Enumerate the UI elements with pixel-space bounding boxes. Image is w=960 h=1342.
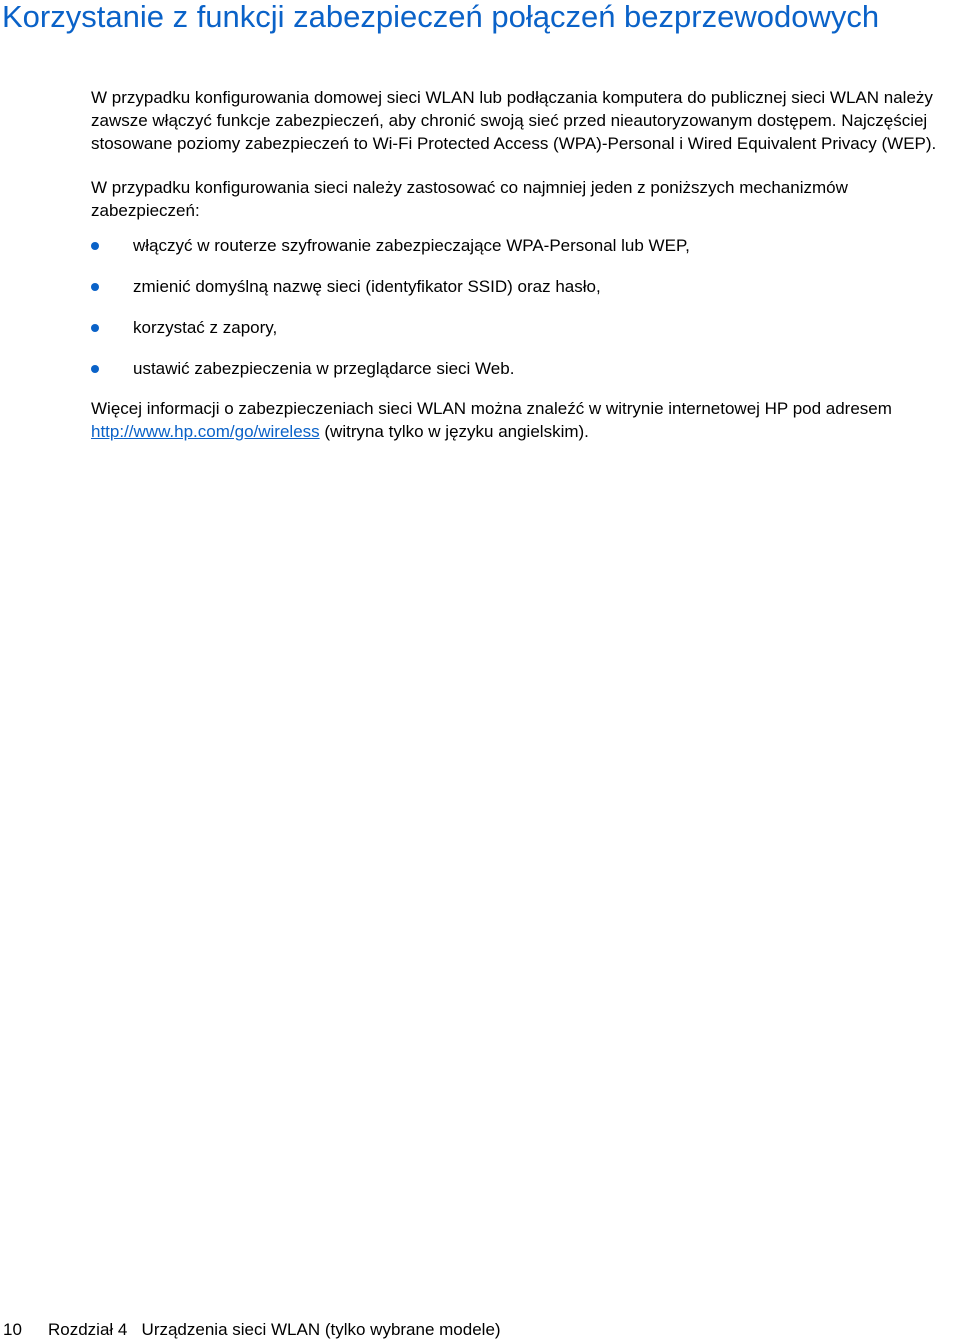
list-item <box>91 357 957 380</box>
more-info-suffix: (witryna tylko w języku angielskim). <box>319 422 589 441</box>
list-item-text: włączyć w routerze szyfrowanie zabezpieczające WPA-Personal lub WEP, <box>133 236 690 255</box>
mechanisms-paragraph: W przypadku konfigurowania sieci należy zastosować co najmniej jeden z poniższych mechanizmów zabezpieczeń: <box>91 178 848 220</box>
list-item-text: zmienić domyślną nazwę sieci (identyfikator SSID) oraz hasło, <box>133 277 601 296</box>
intro-paragraph: W przypadku konfigurowania domowej sieci WLAN lub podłączania komputera do publicznej sieci WLAN należy zawsze włączyć funkcje zabezpieczeń, aby chronić swoją sieć przed nieautoryzowanym dostępem. Najczęściej stosowane poziomy zabezpieczeń to Wi-Fi Protected Access (WPA)-Personal i Wired Equivalent Privacy (WEP). <box>91 88 937 153</box>
list-item <box>91 316 957 339</box>
list-item <box>91 234 957 257</box>
security-mechanisms-list <box>91 234 957 380</box>
more-info-paragraph <box>91 397 957 443</box>
bullet-dot-icon <box>91 365 99 373</box>
list-item <box>91 275 957 298</box>
hp-wireless-link[interactable]: http://www.hp.com/go/wireless <box>91 422 320 441</box>
page-footer <box>3 1319 953 1341</box>
more-info-text: Więcej informacji o zabezpieczeniach sieci WLAN można znaleźć w witrynie internetowej HP pod adresem <box>91 399 892 418</box>
page-heading: Korzystanie z funkcji zabezpieczeń połączeń bezprzewodowych <box>2 0 880 34</box>
bullet-dot-icon <box>91 324 99 332</box>
main-content <box>91 86 957 443</box>
list-item-text: ustawić zabezpieczenia w przeglądarce sieci Web. <box>133 359 515 378</box>
page-number: 10 <box>3 1320 22 1339</box>
chapter-title: Rozdział 4 Urządzenia sieci WLAN (tylko wybrane modele) <box>48 1320 501 1339</box>
list-item-text: korzystać z zapory, <box>133 318 278 337</box>
bullet-dot-icon <box>91 283 99 291</box>
bullet-dot-icon <box>91 242 99 250</box>
